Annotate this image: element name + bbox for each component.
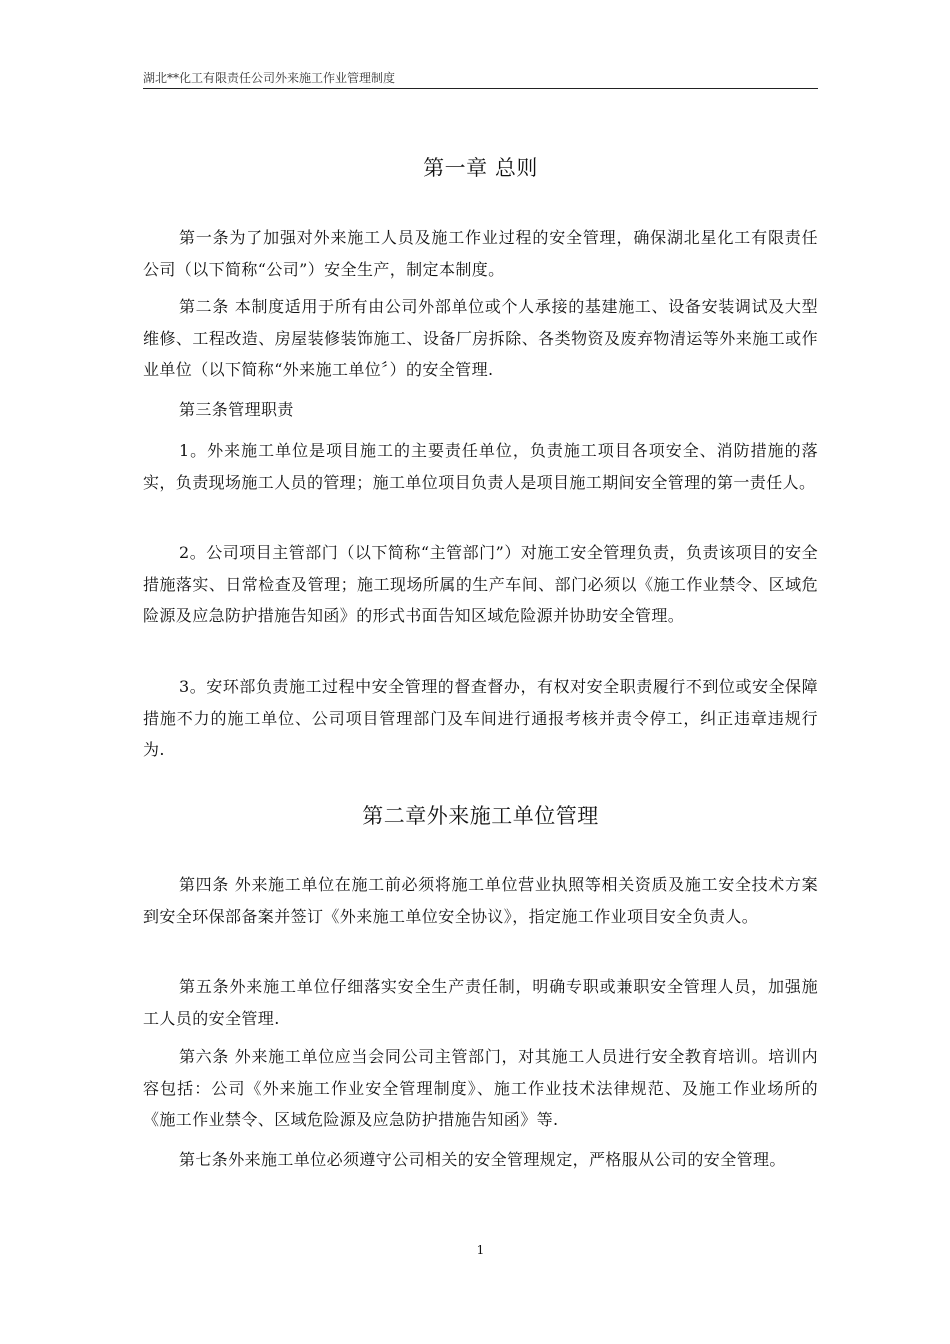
- header-title: 湖北**化工有限责任公司外来施工作业管理制度: [143, 71, 396, 85]
- page-number: 1: [476, 1243, 485, 1257]
- article-5: 第五条外来施工单位仔细落实安全生产责任制，明确专职或兼职安全管理人员，加强施工人员的安全管理.: [143, 977, 818, 1028]
- chapter-1-title: 第一章 总则: [423, 156, 538, 180]
- article-1: 第一条为了加强对外来施工人员及施工作业过程的安全管理，确保湖北星化工有限责任公司（以下简称“公司”）安全生产，制定本制度。: [143, 228, 818, 279]
- document-header: [143, 70, 818, 89]
- article-4: 第四条 外来施工单位在施工前必须将施工单位营业执照等相关资质及施工安全技术方案到安全环保部备案并签订《外来施工单位安全协议》，指定施工作业项目安全负责人。: [143, 875, 818, 926]
- article-7: 第七条外来施工单位必须遵守公司相关的安全管理规定，严格服从公司的安全管理。: [179, 1150, 786, 1169]
- article-6: 第六条 外来施工单位应当会同公司主管部门，对其施工人员进行安全教育培训。培训内容包括：公司《外来施工作业安全管理制度》、施工作业技术法律规范、及施工作业场所的《施工作业禁令、区域危险源及应急防护措施告知函》等.: [143, 1047, 818, 1129]
- article-2: 第二条 本制度适用于所有由公司外部单位或个人承接的基建施工、设备安装调试及大型维修、工程改造、房屋装修装饰施工、设备厂房拆除、各类物资及废弃物清运等外来施工或作业单位（以下简称“外来施工单位〞）的安全管理.: [143, 297, 818, 379]
- article-3-heading: 第三条管理职责: [179, 400, 294, 419]
- chapter-2-title: 第二章外来施工单位管理: [362, 804, 599, 828]
- article-3-item-2: 2。公司项目主管部门（以下简称“主管部门”）对施工安全管理负责，负责该项目的安全措施落实、日常检查及管理；施工现场所属的生产车间、部门必须以《施工作业禁令、区域危险源及应急防护措施告知函》的形式书面告知区域危险源并协助安全管理。: [143, 543, 818, 625]
- article-3-item-1: 1。外来施工单位是项目施工的主要责任单位，负责施工项目各项安全、消防措施的落实，负责现场施工人员的管理；施工单位项目负责人是项目施工期间安全管理的第一责任人。: [143, 441, 818, 492]
- article-3-item-3: 3。安环部负责施工过程中安全管理的督查督办，有权对安全职责履行不到位或安全保障措施不力的施工单位、公司项目管理部门及车间进行通报考核并责令停工，纠正违章违规行为.: [143, 677, 818, 759]
